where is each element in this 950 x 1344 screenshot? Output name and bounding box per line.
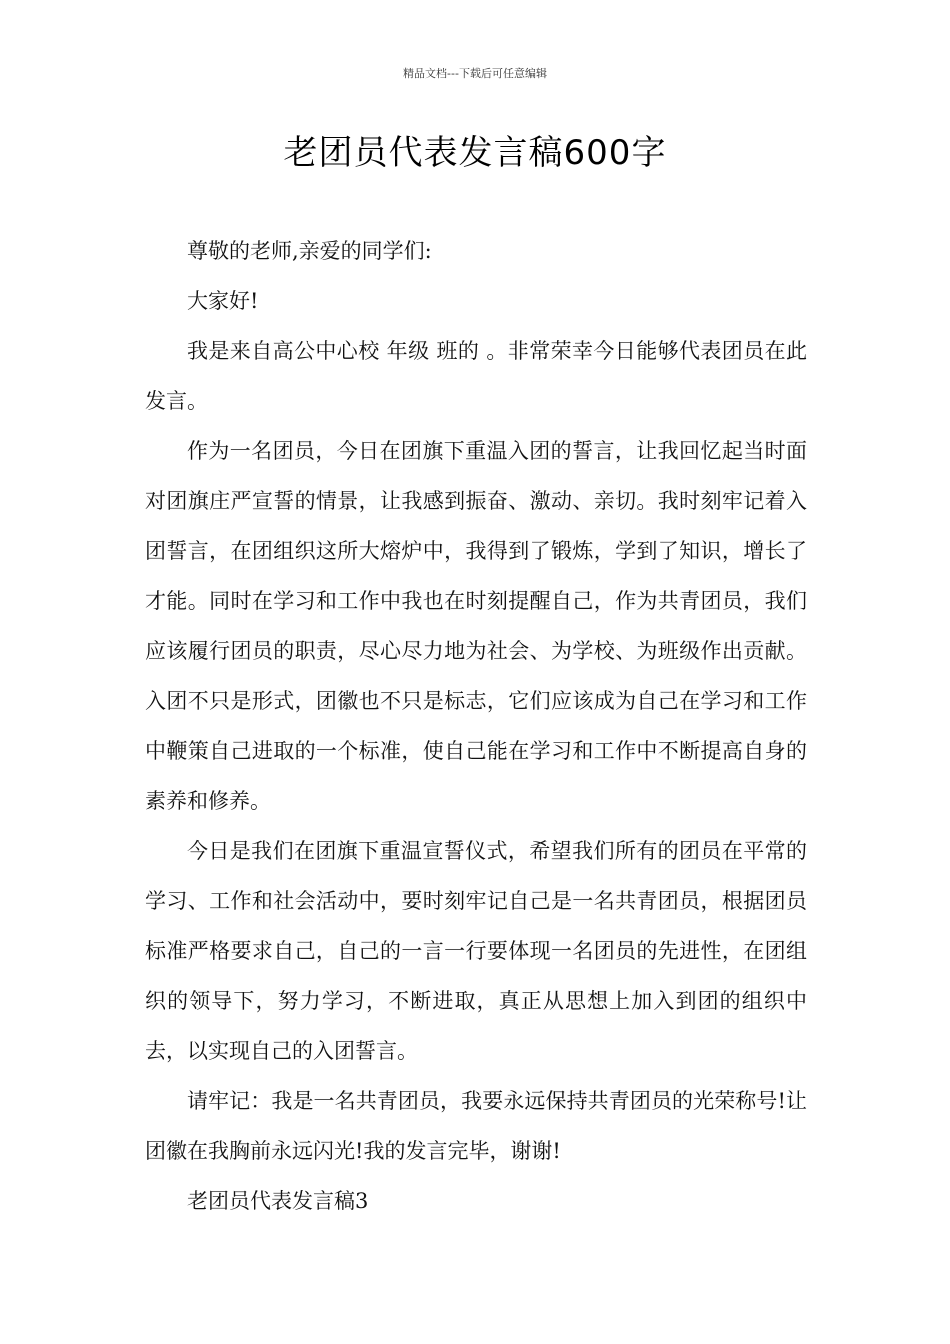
document-title: 老团员代表发言稿600字	[283, 133, 667, 173]
paragraph-closing: 请牢记：我是一名共青团员，我要永远保持共青团员的光荣称号!让团徽在我胸前永远闪光!我的发言完毕，谢谢!	[145, 1089, 807, 1163]
paragraph-salutation: 尊敬的老师,亲爱的同学们:	[187, 239, 432, 263]
paragraph-next-section-heading: 老团员代表发言稿3	[187, 1189, 369, 1213]
paragraph-greeting: 大家好!	[187, 289, 259, 313]
document-body	[145, 226, 807, 1226]
page-header: 精品文档---下载后可任意编辑	[403, 67, 547, 80]
paragraph-introduction: 我是来自高公中心校 年级 班的 。非常荣幸今日能够代表团员在此发言。	[145, 339, 807, 413]
paragraph-hope: 今日是我们在团旗下重温宣誓仪式，希望我们所有的团员在平常的学习、工作和社会活动中，要时刻牢记自己是一名共青团员，根据团员标准严格要求自己，自己的一言一行要体现一名团员的先进性，在团组织的领导下，努力学习，不断进取，真正从思想上加入到团的组织中去，以实现自己的入团誓言。	[145, 839, 807, 1063]
paragraph-reflection: 作为一名团员，今日在团旗下重温入团的誓言，让我回忆起当时面对团旗庄严宣誓的情景，让我感到振奋、激动、亲切。我时刻牢记着入团誓言，在团组织这所大熔炉中，我得到了锻炼，学到了知识，增长了才能。同时在学习和工作中我也在时刻提醒自己，作为共青团员，我们应该履行团员的职责，尽心尽力地为社会、为学校、为班级作出贡献。入团不只是形式，团徽也不只是标志，它们应该成为自己在学习和工作中鞭策自己进取的一个标准，使自己能在学习和工作中不断提高自身的素养和修养。	[145, 439, 807, 813]
